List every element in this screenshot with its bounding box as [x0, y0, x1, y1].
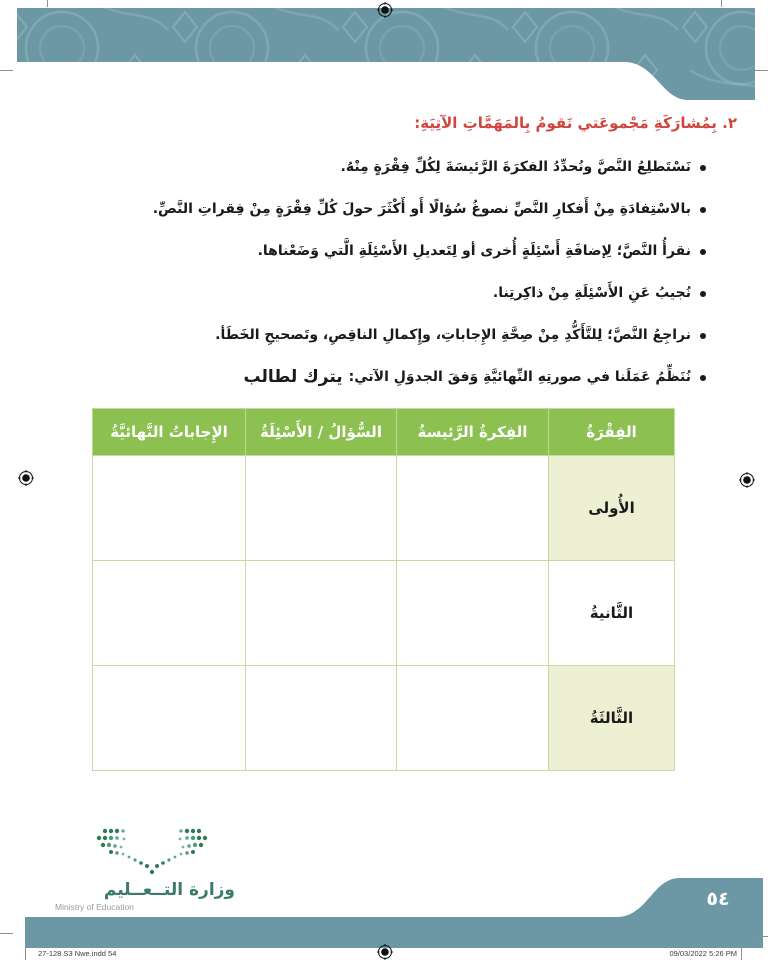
empty-cell — [246, 561, 397, 666]
header-paragraph: الفِقْرَةُ — [549, 409, 675, 456]
ministry-wordmark-ar: وزارة التــعــليم — [103, 880, 235, 900]
crop-mark — [25, 946, 26, 960]
bullet-icon — [700, 249, 706, 255]
bullet-icon — [700, 375, 706, 381]
crop-mark — [47, 0, 48, 7]
table-row — [93, 456, 675, 561]
page-number: ٥٤ — [706, 888, 730, 910]
crop-mark — [721, 0, 722, 7]
crop-mark — [755, 936, 768, 937]
registration-mark-left — [18, 470, 34, 486]
bullet-icon — [700, 207, 706, 213]
crop-mark — [0, 70, 13, 71]
header-final-answers: الإِجاباتُ النَّهائيَّةُ — [93, 409, 246, 456]
table-header-row — [93, 409, 675, 456]
task-item — [56, 324, 706, 347]
print-datetime: 09/03/2022 5:26 PM — [669, 949, 737, 958]
row-label-cell: الثَّالثَةُ — [549, 666, 675, 771]
empty-cell — [93, 456, 246, 561]
bullet-icon — [700, 165, 706, 171]
task-text: نَسْتَطلِعُ النَّصَّ ونُحدِّدُ الفكرَةَ الرَّئيسَةَ لِكُلِّ فِقْرَةٍ مِنْهُ. — [340, 159, 691, 175]
crop-mark — [755, 70, 768, 71]
registration-mark-right — [739, 472, 755, 488]
bullet-icon — [700, 333, 706, 339]
empty-cell — [397, 456, 549, 561]
task-text: بالاسْتِفادَةِ مِنْ أَفكارِ النَّصِّ نصوغُ سُؤالًا أَو أَكْثَرَ حولَ كُلِّ فِقْرَةٍ مِنْ فِقراتِ النَّصِّ. — [152, 201, 691, 217]
activity-heading: ٢. بِمُشارَكَةِ مَجْموعَتي نَقومُ بِالمَهَمَّاتِ الآتِيَةِ: — [414, 114, 737, 132]
registration-mark-bottom — [377, 944, 393, 960]
ministry-wordmark-en: Ministry of Education — [55, 902, 134, 912]
task-item — [56, 282, 706, 305]
header-questions: السُّؤالُ / الأَسْئِلَةُ — [246, 409, 397, 456]
registration-mark-top — [377, 2, 393, 18]
teacher-note: يترك لطالب — [243, 367, 343, 387]
task-item — [56, 198, 706, 221]
empty-cell — [246, 456, 397, 561]
task-item — [56, 366, 706, 389]
task-item — [56, 240, 706, 263]
row-label-cell: الثَّانيةُ — [549, 561, 675, 666]
table-row — [93, 561, 675, 666]
empty-cell — [397, 666, 549, 771]
empty-cell — [246, 666, 397, 771]
organizer-table — [92, 408, 675, 771]
crop-mark — [0, 933, 13, 934]
empty-cell — [93, 561, 246, 666]
row-label-cell: الأُولى — [549, 456, 675, 561]
task-list — [56, 156, 706, 408]
bottom-banner-shape — [25, 878, 763, 948]
task-text: نُجيبُ عَنِ الأَسْئِلَةِ مِنْ ذاكِرتِنا. — [492, 285, 691, 301]
ministry-logo-icon — [93, 826, 211, 878]
task-text: نُنَظِّمُ عَمَلَنا في صورتِهِ النِّهائيَّةِ وَفقَ الجدوَلِ الآتي: — [348, 369, 691, 385]
task-text: نراجِعُ النَّصَّ؛ لِلتَّأَكُّدِ مِنْ صِحَّةِ الإِجاباتِ، وإِكمالِ الناقِصِ، وتَصحيحِ الخَطَأ. — [215, 327, 691, 343]
table-row — [93, 666, 675, 771]
task-item — [56, 156, 706, 179]
task-text: نقرأُ النَّصَّ؛ لِإضافَةِ أَسْئِلَةٍ أُخرى أو لِتَعديلِ الأَسْئِلَةِ الَّتي وَضَعْناها. — [257, 243, 691, 259]
empty-cell — [397, 561, 549, 666]
crop-mark — [741, 942, 742, 960]
print-slug: 27-128 S3 Nwe.indd 54 — [38, 949, 117, 958]
header-main-idea: الفِكرةُ الرَّئيسةُ — [397, 409, 549, 456]
empty-cell — [93, 666, 246, 771]
bullet-icon — [700, 291, 706, 297]
